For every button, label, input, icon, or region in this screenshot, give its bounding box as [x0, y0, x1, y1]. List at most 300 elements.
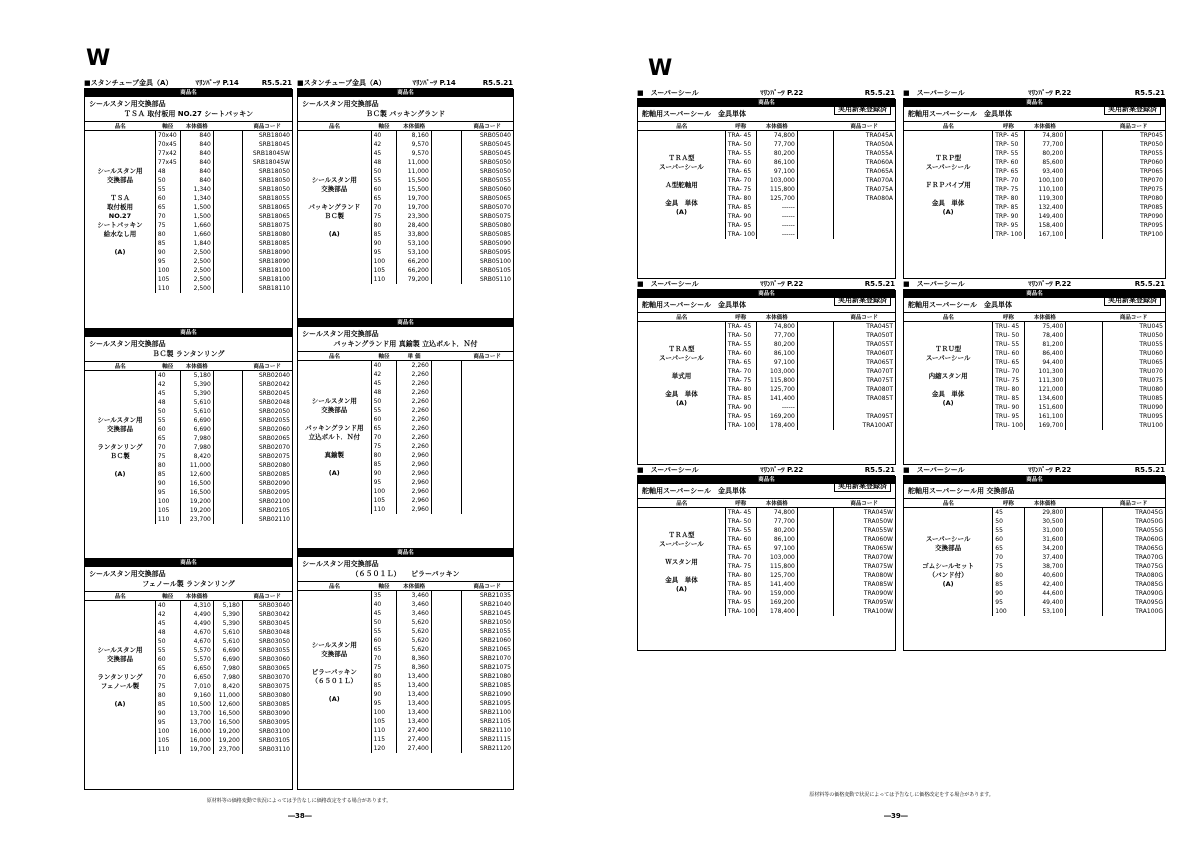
- column-header: 呼称: [725, 313, 756, 322]
- price2-cell: [797, 598, 833, 607]
- price2-cell: [431, 672, 461, 681]
- header-ref: ﾏﾘﾝﾊﾟｰﾂ P.22: [760, 466, 804, 474]
- code-cell: TRU095: [1102, 412, 1165, 421]
- code-cell: TRA045T: [833, 322, 895, 332]
- product-group-label: ＴＲＡ型 スーパーシール 単式用 金具 単体 (A): [638, 322, 725, 431]
- price-cell: 77,700: [756, 140, 797, 149]
- size-cell: 115: [371, 735, 397, 744]
- column-header: 商品コード: [242, 122, 292, 131]
- size-cell: 110: [155, 515, 180, 524]
- price2-cell: [213, 407, 242, 416]
- header-row: [638, 122, 895, 131]
- desc-line: 舵軸用スーパーシール用 交換部品: [908, 487, 1015, 495]
- header-row: [638, 313, 895, 322]
- header-date: R5.5.21: [261, 79, 292, 87]
- price-cell: 97,100: [756, 358, 797, 367]
- price-cell: 16,000: [180, 727, 213, 736]
- price-cell: 11,000: [180, 461, 213, 470]
- size-cell: TRA- 70: [725, 367, 756, 376]
- price2-cell: [431, 239, 461, 248]
- price2-cell: [431, 654, 461, 663]
- size-cell: TRA- 50: [725, 517, 756, 526]
- code-cell: TRA100G: [1102, 607, 1165, 616]
- price2-cell: [213, 389, 242, 398]
- header-row: [904, 122, 1165, 131]
- column-header: 品名: [904, 313, 993, 322]
- price-cell: 4,490: [180, 619, 213, 628]
- price-cell: 79,200: [397, 275, 431, 284]
- caption-bar: 商品名: [298, 550, 513, 557]
- code-cell: TRU070: [1102, 367, 1165, 376]
- price-table: [638, 312, 895, 430]
- code-cell: SRB03095: [242, 718, 292, 727]
- code-cell: SRB21050: [461, 618, 513, 627]
- header-date: R5.5.21: [864, 89, 895, 97]
- size-cell: 85: [155, 470, 180, 479]
- price2-cell: [797, 149, 833, 158]
- code-cell: TRP065: [1102, 167, 1165, 176]
- price-cell: 13,400: [397, 717, 431, 726]
- code-cell: TRP095: [1102, 221, 1165, 230]
- code-cell: SRB18090: [242, 257, 292, 266]
- column-header: 商品コード: [833, 313, 895, 322]
- size-cell: 77x45: [155, 158, 180, 167]
- price2-cell: [1066, 394, 1103, 403]
- code-cell: SRB02065: [242, 434, 292, 443]
- price2-cell: [431, 708, 461, 717]
- table-row: [904, 131, 1165, 141]
- price-cell: 2,500: [180, 257, 213, 266]
- size-cell: TRP- 70: [993, 176, 1024, 185]
- product-group-label: シールスタン用 交換部品 ランタンリング ＢＣ製 (A): [85, 371, 155, 525]
- price-cell: 125,700: [756, 385, 797, 394]
- price2-cell: [1066, 571, 1103, 580]
- price2-cell: [797, 589, 833, 598]
- code-cell: SRB18075: [242, 221, 292, 230]
- code-cell: SRB02060: [242, 425, 292, 434]
- size-cell: 70: [155, 212, 180, 221]
- size-cell: TRA- 90: [725, 589, 756, 598]
- price-cell: 141,400: [756, 394, 797, 403]
- column-header: 呼称: [725, 122, 756, 131]
- price2-cell: [1066, 158, 1103, 167]
- size-cell: TRA- 75: [725, 185, 756, 194]
- product-group-label: シールスタン用 交換部品 ＴＳＡ 取付板用 NO.27 シートパッキン 給水なし用 (A): [85, 131, 155, 294]
- header-title: ■ スーパーシール: [903, 466, 965, 474]
- size-cell: 90: [371, 469, 397, 478]
- code-cell: TRU050: [1102, 331, 1165, 340]
- code-cell: SRB21075: [461, 663, 513, 672]
- price-cell: 53,100: [1024, 607, 1066, 616]
- code-cell: SRB18045: [242, 140, 292, 149]
- price-cell: 19,700: [397, 194, 431, 203]
- price2-cell: [213, 506, 242, 515]
- price-table: [298, 121, 513, 284]
- price-cell: 2,260: [397, 361, 431, 371]
- price2-cell: 7,980: [213, 673, 242, 682]
- price2-cell: [213, 452, 242, 461]
- size-cell: 105: [371, 496, 397, 505]
- header-title: ■スタンチューブ金具（A）: [297, 79, 386, 87]
- price2-cell: [1066, 203, 1103, 212]
- price-cell: 97,100: [756, 167, 797, 176]
- price2-cell: [431, 275, 461, 284]
- code-cell: SRB03090: [242, 709, 292, 718]
- column-header: 本体価格: [756, 122, 797, 131]
- price2-cell: [431, 248, 461, 257]
- size-cell: 75: [371, 442, 397, 451]
- table-row: [904, 508, 1165, 518]
- code-cell: TRA095T: [833, 412, 895, 421]
- price2-cell: [797, 367, 833, 376]
- code-cell: [461, 505, 513, 514]
- header-ref: ﾏﾘﾝﾊﾟｰﾂ P.14: [195, 79, 239, 87]
- price2-cell: [213, 167, 242, 176]
- price-cell: 2,960: [397, 469, 431, 478]
- size-cell: TRA- 75: [725, 376, 756, 385]
- patent-stamp: 実用新案登録済: [1104, 294, 1161, 306]
- price2-cell: [431, 600, 461, 609]
- header-ref: ﾏﾘﾝﾊﾟｰﾂ P.22: [760, 89, 804, 97]
- code-cell: TRA075G: [1102, 562, 1165, 571]
- price-cell: 103,000: [756, 367, 797, 376]
- size-cell: 85: [993, 580, 1024, 589]
- size-cell: TRP- 75: [993, 185, 1024, 194]
- size-cell: 48: [371, 158, 397, 167]
- code-cell: TRP055: [1102, 149, 1165, 158]
- price-cell: 115,800: [756, 562, 797, 571]
- price-cell: 28,400: [397, 221, 431, 230]
- code-cell: TRA070A: [833, 176, 895, 185]
- code-cell: SRB05050: [461, 158, 513, 167]
- price-cell: 49,400: [1024, 598, 1066, 607]
- price-cell: 16,500: [180, 479, 213, 488]
- price-cell: 159,000: [756, 589, 797, 598]
- code-cell: SRB21110: [461, 726, 513, 735]
- price-cell: 5,180: [180, 371, 213, 381]
- header-date: R5.5.21: [1134, 280, 1165, 288]
- size-cell: 90: [155, 479, 180, 488]
- code-cell: TRA060W: [833, 535, 895, 544]
- code-cell: TRU045: [1102, 322, 1165, 332]
- price-cell: 2,260: [397, 406, 431, 415]
- price-cell: 169,200: [756, 598, 797, 607]
- desc-line-1: シールスタン用交換部品: [89, 570, 166, 578]
- size-cell: 45: [371, 379, 397, 388]
- price2-cell: [431, 627, 461, 636]
- code-cell: SRB02040: [242, 371, 292, 381]
- size-cell: 50: [371, 397, 397, 406]
- price2-cell: [431, 735, 461, 744]
- price-cell: 23,700: [180, 515, 213, 524]
- price2-cell: [213, 425, 242, 434]
- size-cell: 85: [155, 700, 180, 709]
- price2-cell: 6,690: [213, 655, 242, 664]
- price2-cell: [213, 185, 242, 194]
- column-header: 本体価格: [756, 499, 797, 508]
- price2-cell: [213, 461, 242, 470]
- size-cell: TRU- 90: [993, 403, 1024, 412]
- desc-line: 舵軸用スーパーシール 金具単体: [642, 487, 747, 495]
- price-cell: 110,100: [1024, 185, 1066, 194]
- price-table: [904, 121, 1165, 239]
- size-cell: 50: [155, 637, 180, 646]
- size-cell: TRA- 65: [725, 167, 756, 176]
- price-cell: 8,160: [397, 131, 431, 141]
- price2-cell: [1066, 508, 1103, 518]
- product-description: [298, 97, 513, 121]
- price-cell: 5,620: [397, 645, 431, 654]
- price2-cell: [797, 517, 833, 526]
- code-cell: TRA070G: [1102, 553, 1165, 562]
- size-cell: 45: [371, 609, 397, 618]
- size-cell: 105: [371, 717, 397, 726]
- price-cell: 4,670: [180, 628, 213, 637]
- code-cell: [461, 442, 513, 451]
- column-header: 本体価格: [1024, 313, 1066, 322]
- size-cell: 60: [371, 636, 397, 645]
- price2-cell: [213, 203, 242, 212]
- column-header: [213, 122, 242, 131]
- price-cell: 74,800: [756, 131, 797, 141]
- caption-bar: 商品名: [638, 291, 895, 298]
- size-cell: 80: [155, 691, 180, 700]
- price2-cell: [431, 221, 461, 230]
- price2-cell: [797, 376, 833, 385]
- size-cell: 75: [155, 221, 180, 230]
- price2-cell: [797, 403, 833, 412]
- price-cell: 840: [180, 158, 213, 167]
- price-cell: 13,400: [397, 681, 431, 690]
- size-cell: 60: [371, 415, 397, 424]
- column-header: [213, 592, 242, 601]
- header-row: [298, 352, 513, 361]
- price2-cell: [431, 203, 461, 212]
- size-cell: 90: [993, 589, 1024, 598]
- price-cell: 8,360: [397, 663, 431, 672]
- header-date: R5.5.21: [864, 280, 895, 288]
- price-cell: 94,400: [1024, 358, 1066, 367]
- header-title: ■ スーパーシール: [637, 89, 699, 97]
- size-cell: 45: [371, 149, 397, 158]
- size-cell: 70: [993, 553, 1024, 562]
- price2-cell: [213, 515, 242, 524]
- header-row: [85, 592, 292, 601]
- price2-cell: 7,980: [213, 664, 242, 673]
- desc-line-2: フェノール製 ランタンリング: [142, 580, 235, 588]
- price2-cell: [431, 167, 461, 176]
- caption-bar: 商品名: [85, 90, 292, 97]
- price2-cell: [1066, 340, 1103, 349]
- size-cell: 60: [155, 655, 180, 664]
- price-cell: 840: [180, 167, 213, 176]
- price2-cell: [1066, 212, 1103, 221]
- column-header: 品名: [904, 122, 993, 131]
- code-cell: SRB02050: [242, 407, 292, 416]
- header-row: [904, 313, 1165, 322]
- column-header: [797, 499, 833, 508]
- caption-bar: 商品名: [904, 291, 1165, 298]
- price2-cell: [1066, 349, 1103, 358]
- price2-cell: [797, 571, 833, 580]
- patent-stamp: 実用新案登録済: [1104, 103, 1161, 115]
- product-description: [85, 567, 292, 591]
- price2-cell: [1066, 580, 1103, 589]
- code-cell: SRB05065: [461, 194, 513, 203]
- price-cell: 167,100: [1024, 230, 1066, 239]
- code-cell: SRB05095: [461, 248, 513, 257]
- size-cell: TRA- 100: [725, 421, 756, 430]
- size-cell: 65: [155, 434, 180, 443]
- price2-cell: [431, 726, 461, 735]
- product-description: [638, 484, 895, 498]
- price2-cell: [797, 176, 833, 185]
- price-table: [85, 591, 292, 754]
- price2-cell: [1066, 598, 1103, 607]
- right-b4-header: [903, 279, 1165, 290]
- price2-cell: [797, 544, 833, 553]
- header-date: R5.5.21: [1134, 89, 1165, 97]
- page-number-right: ―39―: [884, 812, 908, 820]
- price-cell: 86,100: [756, 158, 797, 167]
- size-cell: 65: [155, 664, 180, 673]
- size-cell: 40: [371, 600, 397, 609]
- price2-cell: [797, 508, 833, 518]
- price2-cell: [431, 361, 461, 371]
- header-row: [85, 122, 292, 131]
- price2-cell: [1066, 322, 1103, 332]
- desc-line-1: シールスタン用交換部品: [302, 330, 379, 338]
- table-row: [298, 591, 513, 601]
- price-cell: 5,620: [397, 618, 431, 627]
- column-header: [431, 352, 461, 361]
- code-cell: TRA085T: [833, 394, 895, 403]
- price-cell: 178,400: [756, 607, 797, 616]
- price-cell: 93,400: [1024, 167, 1066, 176]
- column-header: 本体価格: [756, 313, 797, 322]
- size-cell: 105: [155, 506, 180, 515]
- price2-cell: [797, 221, 833, 230]
- size-cell: 75: [155, 452, 180, 461]
- price2-cell: [797, 131, 833, 141]
- price2-cell: 5,390: [213, 619, 242, 628]
- price-cell: 5,390: [180, 389, 213, 398]
- price2-cell: [797, 203, 833, 212]
- code-cell: TRA055A: [833, 149, 895, 158]
- price2-cell: [797, 562, 833, 571]
- price2-cell: 5,390: [213, 610, 242, 619]
- price2-cell: [431, 131, 461, 141]
- code-cell: TRA050W: [833, 517, 895, 526]
- price-cell: 2,500: [180, 275, 213, 284]
- price2-cell: [1066, 412, 1103, 421]
- column-header: 軸径: [371, 352, 397, 361]
- price-cell: 13,400: [397, 690, 431, 699]
- size-cell: 95: [371, 248, 397, 257]
- column-header: 軸径: [155, 122, 180, 131]
- price-cell: 81,200: [1024, 340, 1066, 349]
- column-header: 本体価格: [180, 362, 213, 371]
- price-cell: 4,490: [180, 610, 213, 619]
- desc-line-1: シールスタン用交換部品: [302, 100, 379, 108]
- code-cell: SRB02042: [242, 380, 292, 389]
- price2-cell: [797, 412, 833, 421]
- right-b2-table: [903, 99, 1166, 279]
- header-title: ■ スーパーシール: [903, 280, 965, 288]
- code-cell: TRA090W: [833, 589, 895, 598]
- code-cell: TRA045G: [1102, 508, 1165, 518]
- size-cell: 60: [371, 185, 397, 194]
- size-cell: 80: [993, 571, 1024, 580]
- price2-cell: [213, 371, 242, 381]
- size-cell: 50: [371, 167, 397, 176]
- caption-bar: 商品名: [85, 330, 292, 337]
- price-cell: 132,400: [1024, 203, 1066, 212]
- size-cell: TRU- 75: [993, 376, 1024, 385]
- code-cell: SRB21065: [461, 645, 513, 654]
- size-cell: 80: [371, 221, 397, 230]
- code-cell: SRB18065: [242, 212, 292, 221]
- code-cell: SRB03105: [242, 736, 292, 745]
- size-cell: TRU- 70: [993, 367, 1024, 376]
- price-cell: 31,600: [1024, 535, 1066, 544]
- size-cell: 60: [993, 535, 1024, 544]
- price-cell: 13,700: [180, 709, 213, 718]
- price-cell: 5,570: [180, 655, 213, 664]
- column-header: [1066, 313, 1103, 322]
- size-cell: TRP- 55: [993, 149, 1024, 158]
- product-description: [298, 327, 513, 351]
- mid-col1-table: [297, 89, 514, 319]
- code-cell: SRB18050: [242, 167, 292, 176]
- size-cell: 55: [371, 627, 397, 636]
- price2-cell: [431, 406, 461, 415]
- code-cell: TRA065G: [1102, 544, 1165, 553]
- size-cell: TRA- 95: [725, 412, 756, 421]
- code-cell: SRB21045: [461, 609, 513, 618]
- size-cell: TRA- 90: [725, 403, 756, 412]
- size-cell: 90: [371, 239, 397, 248]
- price2-cell: [1066, 526, 1103, 535]
- code-cell: SRB21090: [461, 690, 513, 699]
- code-cell: SRB18045W: [242, 149, 292, 158]
- caption-bar: 商品名: [904, 100, 1165, 107]
- price-cell: 77,700: [756, 331, 797, 340]
- column-header: [797, 122, 833, 131]
- price2-cell: [431, 591, 461, 601]
- size-cell: 95: [155, 718, 180, 727]
- header-title: ■ スーパーシール: [637, 466, 699, 474]
- price2-cell: 19,200: [213, 736, 242, 745]
- left-col3-table: [84, 559, 293, 790]
- code-cell: [461, 433, 513, 442]
- price2-cell: [1066, 562, 1103, 571]
- code-cell: TRA060A: [833, 158, 895, 167]
- price-cell: 6,650: [180, 664, 213, 673]
- code-cell: SRB02085: [242, 470, 292, 479]
- size-cell: 70: [371, 203, 397, 212]
- price2-cell: [213, 230, 242, 239]
- size-cell: 95: [371, 699, 397, 708]
- right-b5-table: [637, 476, 896, 651]
- desc-line-2: ＴＳＡ 取付板用 NO.27 シートパッキン: [123, 110, 254, 118]
- price-cell: 2,960: [397, 460, 431, 469]
- size-cell: 48: [155, 628, 180, 637]
- price-cell: 3,460: [397, 591, 431, 601]
- price-cell: 125,700: [756, 194, 797, 203]
- size-cell: TRA- 80: [725, 194, 756, 203]
- price2-cell: [797, 349, 833, 358]
